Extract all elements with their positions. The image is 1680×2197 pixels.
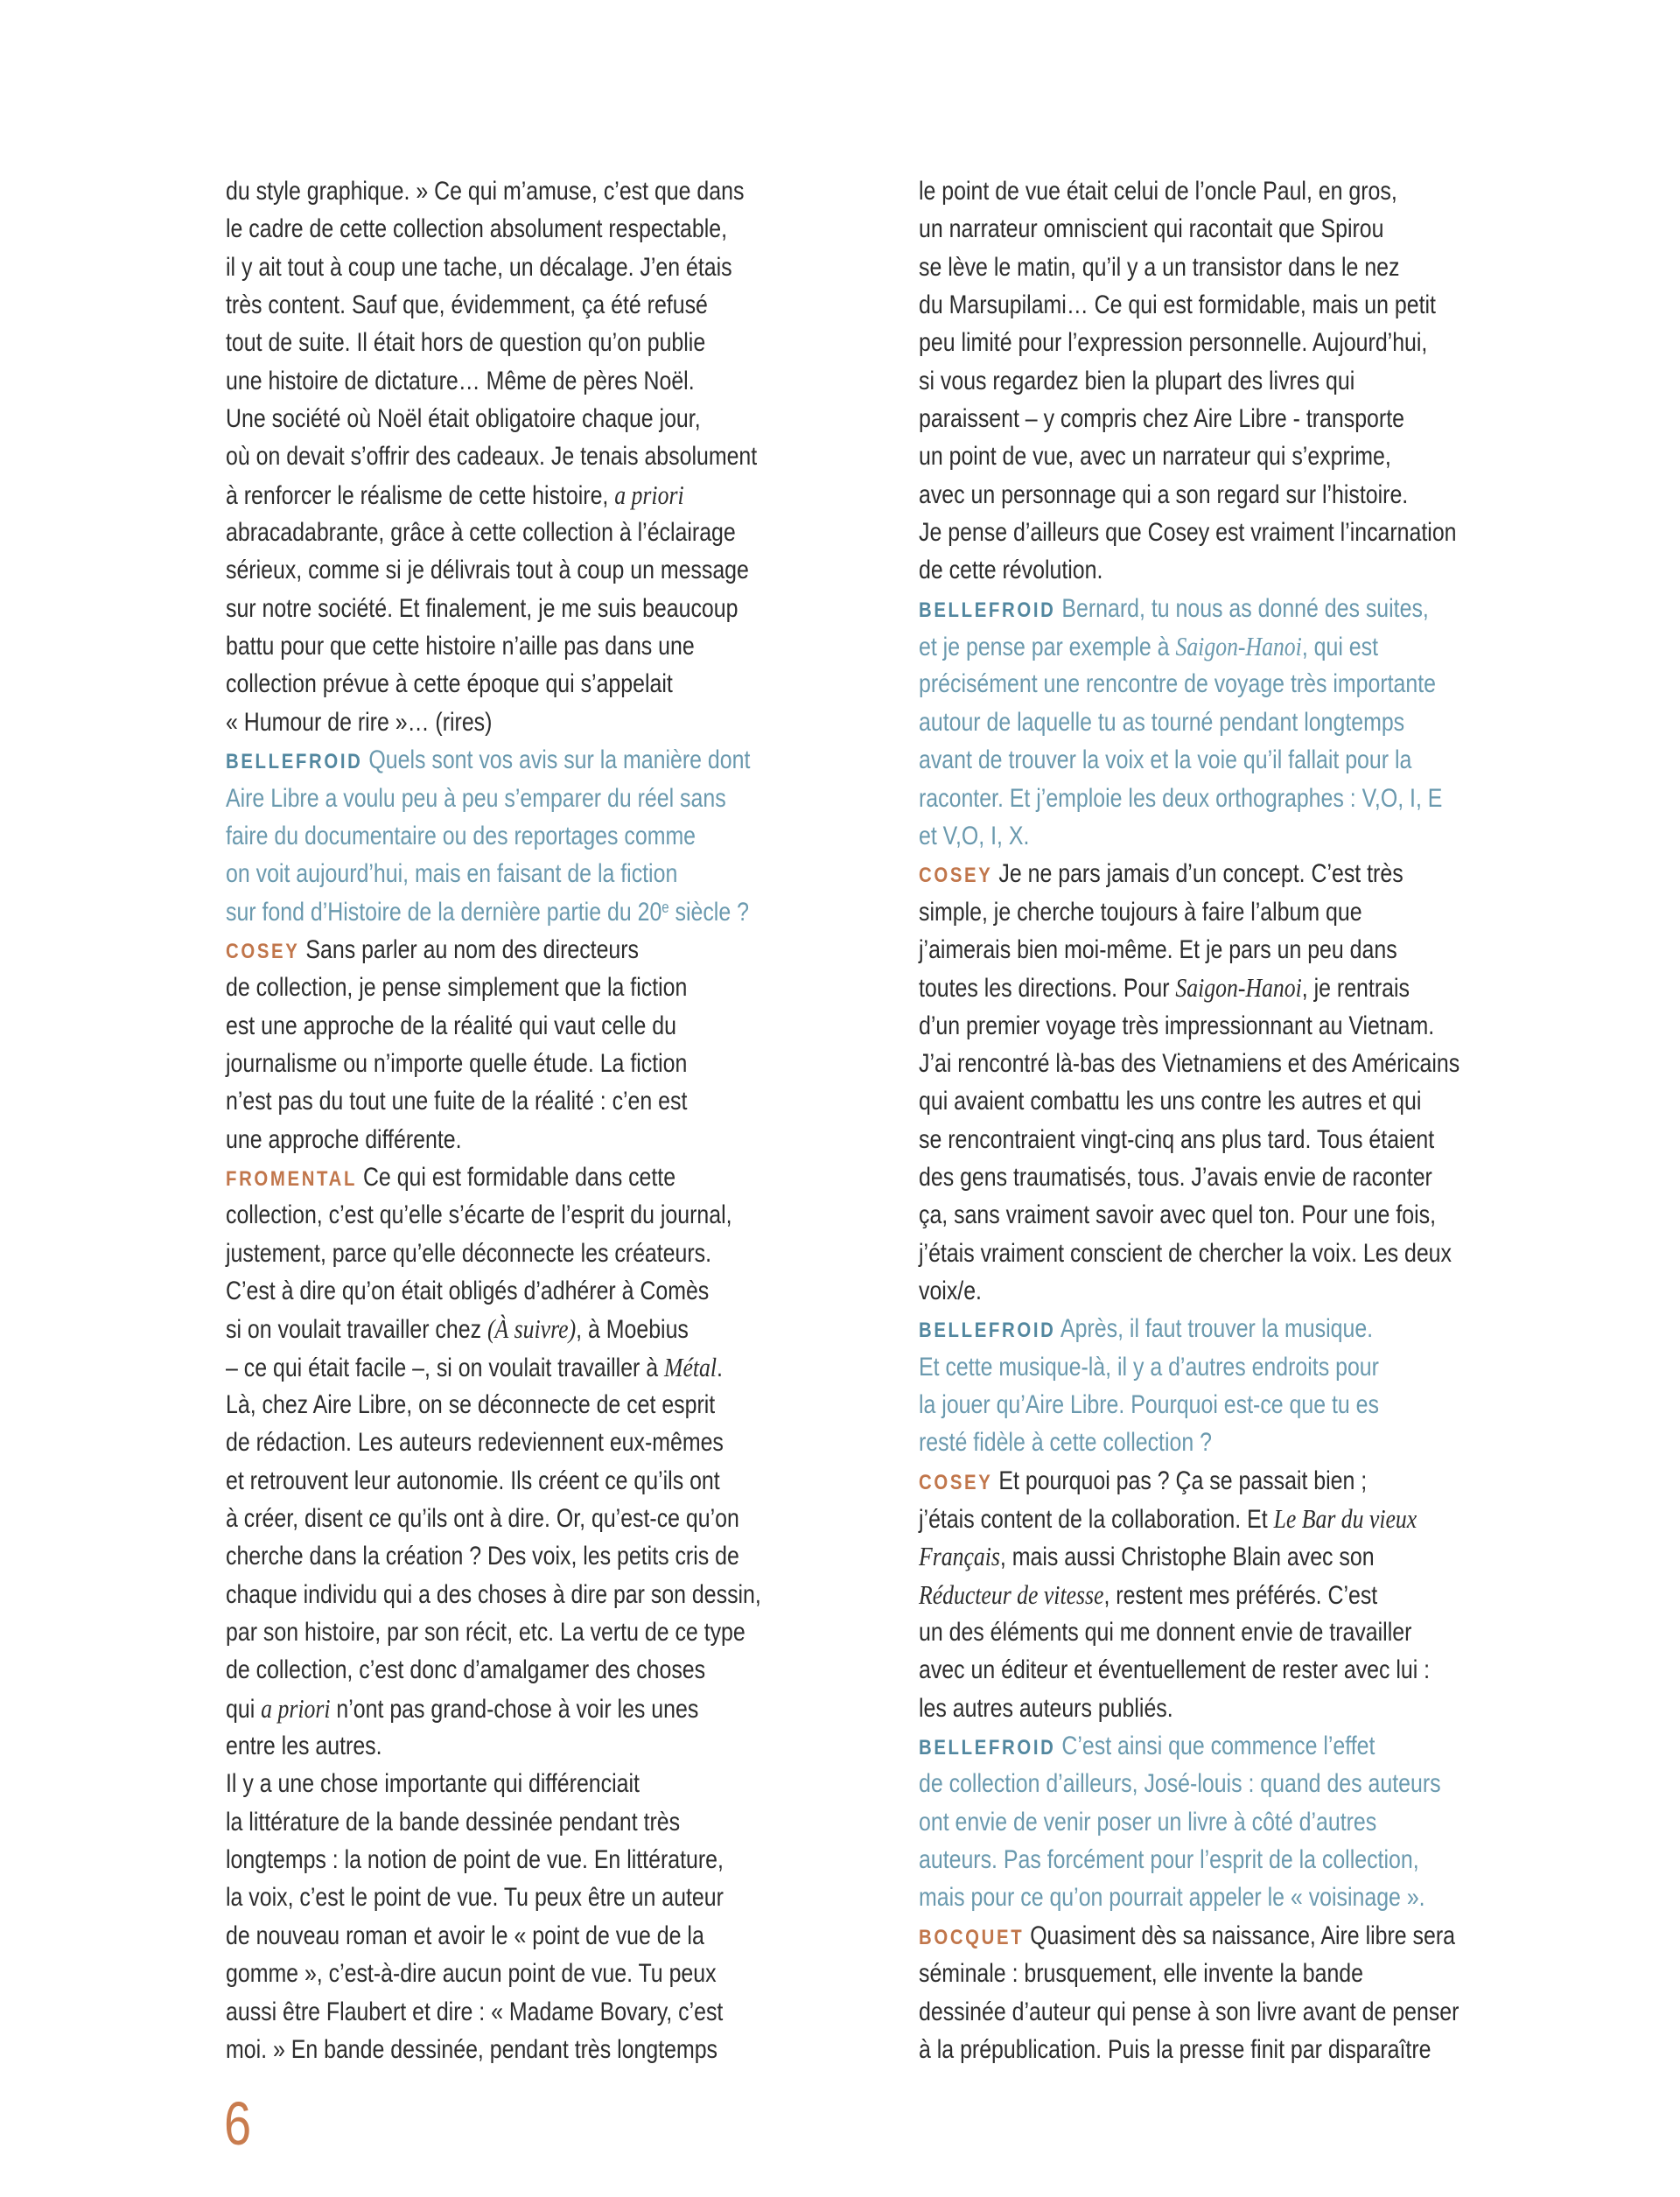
speaker-label: BOCQUET	[919, 1925, 1025, 1949]
text-run: de nouveau roman et avoir le « point de vue de la	[226, 1921, 704, 1950]
text-line	[919, 817, 1471, 855]
text-line	[919, 741, 1471, 779]
text-line	[919, 969, 1471, 1006]
text-run: avec un personnage qui a son regard sur l’histoire.	[919, 479, 1409, 509]
text-line	[919, 703, 1471, 741]
text-run: paraissent – y compris chez Aire Libre - transporte	[919, 404, 1404, 434]
text-run: , restent mes préférés. C’est	[1103, 1580, 1378, 1610]
text-line	[226, 969, 778, 1006]
text-run: faire du documentaire ou des reportages comme	[226, 821, 696, 850]
text-line	[919, 1462, 1471, 1500]
text-run: n’est pas du tout une fuite de la réalité : c’en est	[226, 1087, 688, 1116]
text-line	[226, 1158, 778, 1196]
italic-title: Réducteur de vitesse	[919, 1578, 1104, 1610]
text-line	[919, 1272, 1471, 1310]
text-line	[919, 1424, 1471, 1461]
text-line	[919, 1235, 1471, 1272]
superscript: e	[662, 898, 669, 916]
italic-title: Le Bar du vieux	[1273, 1503, 1418, 1535]
text-line	[919, 1082, 1471, 1120]
text-run: J’ai rencontré là-bas des Vietnamiens et des Américains	[919, 1048, 1460, 1078]
text-line	[919, 1879, 1471, 1916]
text-line	[919, 1727, 1471, 1765]
text-line	[919, 780, 1471, 817]
text-run: collection, c’est qu’elle s’écarte de l’esprit du journal,	[226, 1200, 732, 1230]
text-run: C’est ainsi que commence l’effet	[1055, 1732, 1376, 1761]
text-line	[919, 1537, 1471, 1575]
text-run: battu pour que cette histoire n’aille pas dans une	[226, 632, 695, 661]
text-line	[919, 210, 1471, 248]
text-line	[226, 627, 778, 665]
text-run: la jouer qu’Aire Libre. Pourquoi est-ce que tu es	[919, 1390, 1379, 1419]
text-run: j’aimerais bien moi-même. Et je pars un peu dans	[919, 934, 1397, 964]
text-run: – ce qui était facile –, si on voulait travailler à	[226, 1353, 665, 1382]
text-run: collection prévue à cette époque qui s’appelait	[226, 669, 673, 699]
text-run: cherche dans la création ? Des voix, les petits cris de	[226, 1542, 739, 1571]
text-run: avant de trouver la voix et la voie qu’il fallait pour la	[919, 745, 1412, 775]
text-run: une approche différente.	[226, 1124, 462, 1154]
text-line	[226, 248, 778, 286]
text-line	[226, 2031, 778, 2068]
text-line	[919, 1007, 1471, 1045]
text-run: la voix, c’est le point de vue. Tu peux être un auteur	[226, 1883, 724, 1913]
text-line	[919, 551, 1471, 589]
text-line	[226, 551, 778, 589]
text-line	[919, 1803, 1471, 1841]
text-run: justement, parce qu’elle déconnecte les créateurs.	[226, 1238, 712, 1268]
text-run: très content. Sauf que, évidemment, ça été refusé	[226, 290, 708, 320]
text-line	[226, 1690, 778, 1727]
text-line	[226, 703, 778, 741]
text-run: un des éléments qui me donnent envie de travailler	[919, 1618, 1412, 1648]
italic-title: Saigon-Hanoi	[1175, 631, 1302, 662]
text-line	[226, 1235, 778, 1272]
text-run: si vous regardez bien la plupart des livres qui	[919, 366, 1355, 395]
text-run: à créer, disent ce qu’ils ont à dire. Or, qu’est-ce qu’on	[226, 1504, 739, 1534]
text-run: un point de vue, avec un narrateur qui s’exprime,	[919, 442, 1391, 472]
speaker-label: COSEY	[919, 1470, 993, 1494]
text-line	[226, 1424, 778, 1461]
text-run: simple, je cherche toujours à faire l’album que	[919, 897, 1362, 927]
text-line	[226, 893, 778, 931]
text-line	[226, 437, 778, 475]
text-run: un narrateur omniscient qui racontait que Spirou	[919, 214, 1384, 244]
text-line	[919, 1993, 1471, 2031]
text-line	[226, 1045, 778, 1082]
italic-title: a priori	[261, 1692, 331, 1724]
text-run: à la prépublication. Puis la presse finit par disparaître	[919, 2034, 1432, 2064]
text-line	[919, 1955, 1471, 1992]
text-line	[226, 1651, 778, 1689]
text-line	[226, 1955, 778, 1992]
text-run: des gens traumatisés, tous. J’avais envie de raconter	[919, 1162, 1432, 1192]
text-line	[919, 1765, 1471, 1802]
text-run: « Humour de rire »… (rires)	[226, 707, 493, 737]
text-line	[919, 855, 1471, 892]
text-run: par son histoire, par son récit, etc. La vertu de ce type	[226, 1618, 746, 1648]
speaker-label: FROMENTAL	[226, 1166, 358, 1191]
text-run: une histoire de dictature… Même de pères Noël.	[226, 366, 695, 395]
text-run: , je rentrais	[1301, 974, 1410, 1004]
text-run: Et pourquoi pas ? Ça se passait bien ;	[992, 1466, 1368, 1495]
text-line	[226, 362, 778, 400]
text-line	[226, 1727, 778, 1765]
text-run: les autres auteurs publiés.	[919, 1693, 1173, 1723]
text-run: journalisme ou n’importe quelle étude. La fiction	[226, 1048, 688, 1078]
text-line	[226, 665, 778, 703]
text-line	[226, 1993, 778, 2031]
text-line	[919, 1500, 1471, 1537]
text-line	[226, 514, 778, 551]
text-run: C’est à dire qu’on était obligés d’adhérer à Comès	[226, 1276, 710, 1305]
text-line	[226, 172, 778, 210]
text-line	[226, 1272, 778, 1310]
text-run: de rédaction. Les auteurs redeviennent eux-mêmes	[226, 1428, 724, 1458]
text-line	[226, 1082, 778, 1120]
text-line	[919, 248, 1471, 286]
text-run: d’un premier voyage très impressionnant au Vietnam.	[919, 1011, 1435, 1040]
text-run: du Marsupilami… Ce qui est formidable, mais un petit	[919, 290, 1436, 320]
text-line	[226, 1121, 778, 1158]
text-run: Je ne pars jamais d’un concept. C’est très	[992, 859, 1404, 889]
text-run: moi. » En bande dessinée, pendant très longtemps	[226, 2034, 718, 2064]
text-run: qui avaient combattu les uns contre les autres et qui	[919, 1087, 1422, 1116]
text-run: de cette révolution.	[919, 556, 1103, 585]
text-line	[226, 1803, 778, 1841]
text-run: précisément une rencontre de voyage très importante	[919, 669, 1437, 699]
text-run: longtemps : la notion de point de vue. En littérature,	[226, 1845, 724, 1875]
text-run: le cadre de cette collection absolument respectable,	[226, 214, 728, 244]
text-line	[226, 1348, 778, 1386]
text-run: Ce qui est formidable dans cette	[357, 1162, 676, 1192]
text-run: ont envie de venir poser un livre à côté d’autres	[919, 1807, 1377, 1837]
text-line	[919, 1917, 1471, 1955]
text-line	[226, 1007, 778, 1045]
text-line	[919, 172, 1471, 210]
text-run: Sans parler au nom des directeurs	[299, 934, 640, 964]
text-run: séminale : brusquement, elle invente la bande	[919, 1959, 1364, 1989]
text-run: et retrouvent leur autonomie. Ils créent ce qu’ils ont	[226, 1466, 720, 1495]
text-line	[919, 931, 1471, 969]
text-run: autour de laquelle tu as tourné pendant longtemps	[919, 707, 1405, 737]
text-run: dessinée d’auteur qui pense à son livre avant de penser	[919, 1997, 1460, 2026]
text-line	[226, 1386, 778, 1424]
text-run: .	[717, 1353, 723, 1382]
text-line	[919, 286, 1471, 324]
text-run: Là, chez Aire Libre, on se déconnecte de cet esprit	[226, 1390, 716, 1419]
text-run: , à Moebius	[576, 1315, 689, 1345]
text-line	[226, 855, 778, 892]
text-run: gomme », c’est-à-dire aucun point de vue. Tu peux	[226, 1959, 717, 1989]
text-line	[919, 1690, 1471, 1727]
italic-title: a priori	[614, 479, 684, 510]
text-line	[919, 362, 1471, 400]
text-line	[226, 210, 778, 248]
right-text-column	[919, 172, 1584, 2068]
text-run: à renforcer le réalisme de cette histoire,	[226, 480, 615, 510]
text-run: est une approche de la réalité qui vaut celle du	[226, 1011, 676, 1040]
text-run: avec un éditeur et éventuellement de rester avec lui :	[919, 1655, 1431, 1685]
text-run: où on devait s’offrir des cadeaux. Je tenais absolument	[226, 442, 758, 472]
text-run: se rencontraient vingt-cinq ans plus tard. Tous étaient	[919, 1124, 1435, 1154]
text-run: sérieux, comme si je délivrais tout à coup un message	[226, 556, 749, 585]
text-run: , mais aussi Christophe Blain avec son	[999, 1543, 1375, 1572]
text-line	[919, 1348, 1471, 1386]
text-line	[226, 1462, 778, 1500]
text-line	[919, 1045, 1471, 1082]
italic-title: Métal	[664, 1351, 718, 1382]
text-line	[226, 286, 778, 324]
left-text-column	[226, 172, 891, 2068]
text-run: le point de vue était celui de l’oncle Paul, en gros,	[919, 177, 1397, 206]
text-line	[919, 590, 1471, 627]
text-line	[226, 590, 778, 627]
text-run: abracadabrante, grâce à cette collection à l’éclairage	[226, 518, 736, 548]
text-line	[919, 476, 1471, 514]
text-line	[919, 665, 1471, 703]
speaker-label: COSEY	[919, 864, 993, 888]
text-run: de collection, c’est donc d’amalgamer des choses	[226, 1655, 706, 1685]
text-line	[226, 1500, 778, 1537]
text-line	[919, 324, 1471, 361]
text-run: qui	[226, 1694, 262, 1724]
text-line	[226, 1310, 778, 1347]
text-line	[226, 1879, 778, 1916]
text-line	[919, 1386, 1471, 1424]
text-line	[919, 1576, 1471, 1613]
text-run: peu limité pour l’expression personnelle. Aujourd’hui,	[919, 328, 1428, 358]
text-line	[919, 2031, 1471, 2068]
text-line	[226, 817, 778, 855]
text-line	[226, 1917, 778, 1955]
text-run: Bernard, tu nous as donné des suites,	[1055, 593, 1429, 623]
text-run: il y ait tout à coup une tache, un décalage. J’en étais	[226, 252, 732, 282]
text-run: Quels sont vos avis sur la manière dont	[362, 745, 751, 775]
text-run: chaque individu qui a des choses à dire par son dessin,	[226, 1579, 761, 1609]
text-run: et V,O, I, X.	[919, 821, 1030, 850]
text-line	[919, 437, 1471, 475]
speaker-label: BELLEFROID	[919, 598, 1056, 622]
text-run: tout de suite. Il était hors de question qu’on publie	[226, 328, 706, 358]
speaker-label: BELLEFROID	[919, 1319, 1056, 1343]
text-line	[919, 1613, 1471, 1651]
text-line	[919, 1841, 1471, 1879]
text-run: Aire Libre a voulu peu à peu s’emparer du réel sans	[226, 783, 726, 813]
speaker-label: BELLEFROID	[226, 750, 363, 774]
text-run: du style graphique. » Ce qui m’amuse, c’est que dans	[226, 177, 745, 206]
text-run: mais pour ce qu’on pourrait appeler le « voisinage ».	[919, 1883, 1425, 1913]
text-run: auteurs. Pas forcément pour l’esprit de la collection,	[919, 1845, 1419, 1875]
text-run: siècle ?	[668, 897, 749, 927]
italic-title: (À suivre)	[486, 1313, 577, 1345]
text-run: Et cette musique-là, il y a d’autres endroits pour	[919, 1352, 1379, 1382]
text-run: si on voulait travailler chez	[226, 1315, 487, 1345]
text-line	[226, 1613, 778, 1651]
text-run: n’ont pas grand-chose à voir les unes	[330, 1694, 699, 1724]
text-line	[919, 1196, 1471, 1234]
text-line	[226, 1765, 778, 1802]
text-run: de collection, je pense simplement que la fiction	[226, 973, 688, 1003]
text-line	[919, 1121, 1471, 1158]
text-line	[226, 400, 778, 437]
text-run: de collection d’ailleurs, José-louis : quand des auteurs	[919, 1769, 1441, 1799]
text-run: entre les autres.	[226, 1732, 382, 1761]
text-run: Il y a une chose importante qui différenciait	[226, 1769, 640, 1799]
text-line	[919, 400, 1471, 437]
text-run: , qui est	[1301, 633, 1379, 662]
text-run: et je pense par exemple à	[919, 633, 1176, 662]
text-run: on voit aujourd’hui, mais en faisant de la fiction	[226, 859, 678, 889]
text-run: la littérature de la bande dessinée pendant très	[226, 1807, 681, 1837]
text-line	[226, 324, 778, 361]
text-line	[226, 1196, 778, 1234]
text-run: voix/e.	[919, 1276, 982, 1305]
text-run: toutes les directions. Pour	[919, 974, 1176, 1004]
text-run: ça, sans vraiment savoir avec quel ton. Pour une fois,	[919, 1200, 1436, 1230]
text-line	[226, 1841, 778, 1879]
text-line	[226, 1537, 778, 1575]
text-line	[226, 931, 778, 969]
text-line	[919, 893, 1471, 931]
text-line	[919, 1651, 1471, 1689]
text-run: Après, il faut trouver la musique.	[1055, 1314, 1374, 1344]
text-line	[226, 476, 778, 514]
text-line	[919, 1310, 1471, 1347]
text-run: se lève le matin, qu’il y a un transistor dans le nez	[919, 252, 1400, 282]
text-run: sur notre société. Et finalement, je me suis beaucoup	[226, 593, 738, 623]
text-line	[226, 741, 778, 779]
text-line	[919, 627, 1471, 665]
text-line	[919, 1158, 1471, 1196]
text-run: Je pense d’ailleurs que Cosey est vraiment l’incarnation	[919, 518, 1457, 548]
text-run: raconter. Et j’emploie les deux orthographes : V,O, I, E	[919, 783, 1443, 813]
text-line	[919, 514, 1471, 551]
italic-title: Saigon-Hanoi	[1175, 972, 1302, 1004]
speaker-label: COSEY	[226, 939, 300, 963]
italic-title: Français	[919, 1541, 1000, 1572]
page-number: 6	[224, 2089, 252, 2158]
text-run: Quasiment dès sa naissance, Aire libre sera	[1024, 1921, 1455, 1950]
text-run: resté fidèle à cette collection ?	[919, 1428, 1212, 1458]
text-line	[226, 780, 778, 817]
speaker-label: BELLEFROID	[919, 1736, 1056, 1760]
text-line	[226, 1576, 778, 1613]
text-run: Une société où Noël était obligatoire chaque jour,	[226, 404, 701, 434]
text-run: j’étais vraiment conscient de chercher la voix. Les deux	[919, 1238, 1452, 1268]
text-run: j’étais content de la collaboration. Et	[919, 1505, 1274, 1535]
text-run: aussi être Flaubert et dire : « Madame Bovary, c’est	[226, 1997, 724, 2026]
text-run: sur fond d’Histoire de la dernière partie du 20	[226, 897, 662, 927]
